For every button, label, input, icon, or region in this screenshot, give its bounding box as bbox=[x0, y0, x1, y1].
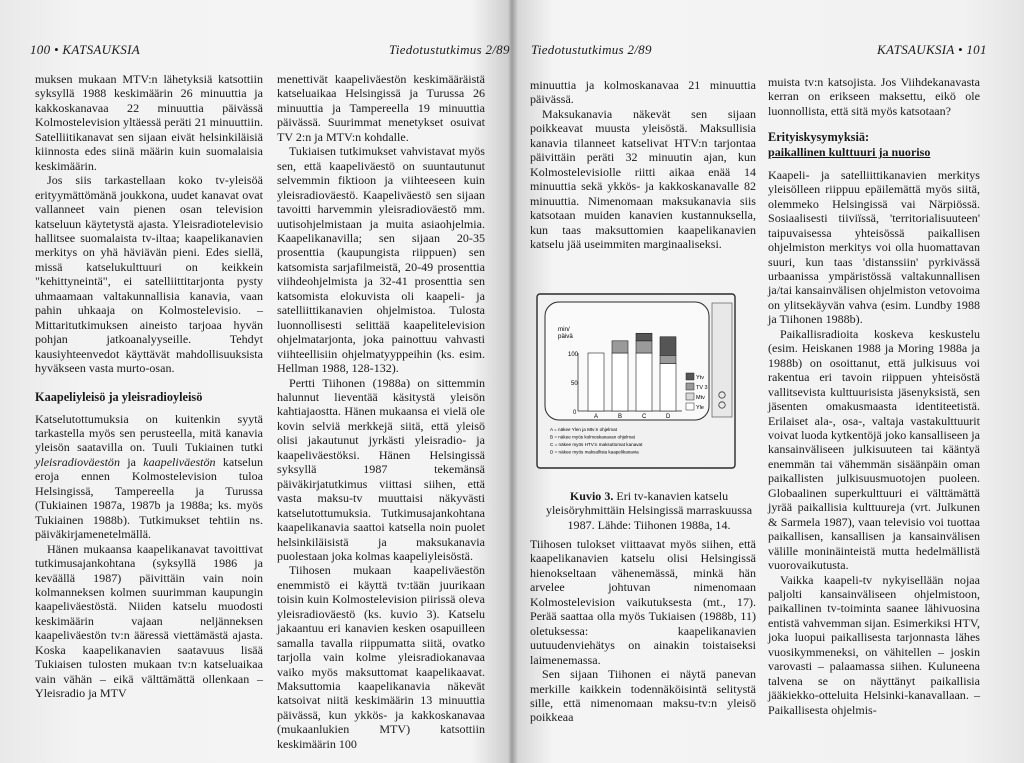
bar-segment-ytv bbox=[660, 337, 676, 356]
bar-segment-ytv bbox=[636, 333, 652, 341]
figure-note: B = näkee myös kolmoskanavan ohjelmat bbox=[550, 434, 635, 440]
left-page-journal-header: Tiedotustutkimus 2/89 bbox=[389, 42, 510, 57]
bar-segment-yle bbox=[660, 363, 676, 411]
paragraph: muista tv:n katsojista. Jos Viihdekanavasta kerran on erikseen maksettu, eikö ole luonnollista, että sitä myös katsotaan? bbox=[768, 75, 980, 118]
paragraph: Tiihosen mukaan kaapeliväestön enemmistö ei käyttä tv:tään juurikaan toisin kuin Kolmostelevision piirissä oleva yleisradioväestö (ks. kuvio 3). Katselu jakaantuu eri kanavien kesken osapuilleen samalla tavalla riippumatta siitä, ovatko tarjolla vain kolme yleisradiokanavaa vaiko myös maksuttomat kaapelikaavat. Maksuttomia kaapelikanavia näkevät katsoivat niitä keskimäärin 13 minuuttia päivässä, kun ykkös- ja kakkoskanavaa (mukaanlukien MTV) katsottiin keskimäärin 100 bbox=[277, 563, 485, 751]
legend-swatch bbox=[686, 403, 694, 410]
x-tick-label: A bbox=[594, 414, 599, 420]
left-page-header: 100 • KATSAUKSIA bbox=[30, 42, 140, 57]
bar-segment-tv-3 bbox=[660, 355, 676, 363]
subsection-heading: Erityiskysymyksiä: bbox=[768, 130, 870, 145]
paragraph: Jos siis tarkastellaan koko tv-yleisöä erityymättömänä joukkona, uudet kanavat ovat vallanneet vain pienen osan television katseluun käytetystä ajasta. Yleisradiotelevisio hallitsee suomalaista tv-iltaa; kaapelikanavien merkitys on yhä häviävän pieni. Edes siellä, missä katselukulttuuri on keikkein "kehittyneintä", ei satelliittitarjonta pysty uhmaamaan valtakunnallisia kanavia, vaan pahin uhkaaja on Kolmostelevisio. – Mittaritutkimuksen aineisto tarjoaa hyvän pohjan jatkoanalyyseille. Tehdyt kausiyhteenvedot käyttävät mahdollisuuksista hyväkseen vasta murto-osan. bbox=[35, 173, 263, 376]
paragraph: Pertti Tiihonen (1988a) on sittemmin halunnut lieventää käsitystä yleisön kahtiajaostta. Hänen mukaansa ei vielä ole kovin selviä merkkejä siitä, että yleisö olisi jakautunut jyrkästi yleisradio- ja kaapeliväestöksi. Hänen Helsingissä syksyllä 1987 tekemänsä päiväkirjatutkimus viittasi siihen, että vasta maksu-tv muuttaisi näkyvästi katselutottumuksia. Tutkimusajankohtana kaapelikanavia saattoi katsella noin puolet helsinkiläisistä ja maksukanavia puolestaan joka kolmas kaapeliyleisöstä. bbox=[277, 375, 485, 563]
paragraph: Sen sijaan Tiihonen ei näytä panevan merkille kaikkein todennäköisintä selitystä sille, että nimenomaan maksu-tv:n yleisö poikkeaa bbox=[530, 667, 756, 725]
left-column-2 bbox=[277, 72, 485, 751]
right-column-2 bbox=[768, 75, 980, 717]
figure-note: C = näkee myös HTV:n maksuttomat kanavat bbox=[550, 442, 643, 447]
left-page bbox=[0, 0, 508, 763]
bar-segment-yle bbox=[588, 353, 604, 411]
paragraph: Katselutottumuksia on kuitenkin syytä tarkastella myös sen perusteella, mitä kanavia yleisön saatavilla on. Tuuli Tukiainen tutki yleisradioväestön ja kaapeliväestön katselun eroja ennen Kolmostelevision tuloa Helsingissä, Tampereella ja Turussa (Tukiainen 1987a, 1987b ja 1988a; ks. myös Tukiainen 1988b). Tutkimukset tehtiin ns. päiväkirjamenetelmällä. bbox=[35, 411, 263, 542]
right-page-journal-header: Tiedotustutkimus 2/89 bbox=[531, 42, 652, 57]
tv-control-panel bbox=[712, 303, 732, 417]
legend-label: Yle bbox=[696, 405, 704, 411]
x-tick-label: C bbox=[642, 414, 647, 420]
x-tick-label: B bbox=[618, 414, 623, 420]
paragraph: muksen mukaan MTV:n lähetyksiä katsottiin syksyllä 1988 keskimäärin 26 minuuttia ja kakkoskanavaa 22 minuuttia päivässä Kolmostelevision yltäessä peräti 21 minuuttiin. Satelliitikanavat sen sijaan eivät helsinkiläisiä kiinnosta edes siinä määrin kuin suomalaisia keskimäärin. bbox=[35, 72, 263, 173]
bar-segment-yle bbox=[612, 353, 628, 411]
y-axis-label: min/ päivä bbox=[558, 326, 573, 340]
legend-swatch bbox=[686, 383, 694, 390]
paragraph: Maksukanavia näkevät sen sijaan poikkeavat muusta yleisöstä. Maksullisia kanavia tilanneet katselivat HTV:n tarjontaa päivittäin peräti 32 minuutin ajan, kun Kolmostelevisiolle riitti aikaa enää 14 minuuttia sekä ykkös- ja kakkoskanavalle 82 minuuttia. Nimenomaan maksukanavia siis katsotaan muiden kanavien kustannuksella, kun taas maksuttomien kaapelikanavien katselu jää useimmiten marginaaliseksi. bbox=[530, 106, 756, 251]
legend-label: TV 3 bbox=[696, 385, 708, 391]
bar-segment-tv-3 bbox=[612, 341, 628, 353]
legend-swatch bbox=[686, 393, 694, 400]
paragraph: minuuttia ja kolmoskanavaa 21 minuuttia päivässä. bbox=[530, 78, 756, 107]
bar-segment-yle bbox=[636, 353, 652, 411]
paragraph: Paikallisradioita koskeva keskustelu (esim. Heiskanen 1988 ja Moring 1988a ja 1988b) on osoittanut, että julkisuus voi rakentua eri tavoin riippuen yhteisöstä vallitsevista kulttuurisista jäsenyksistä, sen jäsenten omakusmaasta identiteetistä. Erilaiset ala-, osa-, valtaja vastakulttuurit voivat luoda kytkentöjä joko kansalliseen ja kansainväliseen julkisuuteen tai kääntyä enemmän tai vähemmän sisäänpäin oman paikallisten julkisuusmuotojen puoleen. Globaalinen superkulttuuri ei välttämättä jyrää paikallisia kulttuureja (vrt. Julkunen & Sarmela 1987), vaan televisio voi tuottaa paikallisen, kansallisen ja kansainvälisen välille moninäinteistä mutta hedelmällistä vuorovaikutusta. bbox=[768, 326, 980, 573]
y-tick-label: 0 bbox=[573, 410, 577, 416]
paragraph: menettivät kaapeliväestön keskimääräistä katseluaikaa Helsingissä ja Turussa 26 minuuttia ja Tampereella 19 minuuttia päivässä. Suurimmat menetykset osuivat TV 2:n ja MTV:n kohdalle. bbox=[277, 72, 485, 144]
legend-label: Ytv bbox=[696, 375, 704, 381]
left-column-1 bbox=[35, 72, 263, 701]
legend-label: Mtv bbox=[696, 395, 705, 401]
paragraph: Tukiaisen tutkimukset vahvistavat myös sen, että kaapeliväestö on suuntautunut selvemmin fiktioon ja viihteeseen kuin yleisradioväestö. Kaapeliväestö sen sijaan tavoitti harvemmin yleisradioväestö mm. uutisohjelmistaan ja muita asiaohjelmia. Kaapelikanavilla; sen sijaan 20-35 prosenttia (kaupungista riippuen) sen katsomista sarjafilmeistä, 20-49 prosenttia viihdeohjelmista ja 32-41 prosenttia sen katsomista elokuvista oli kaapeli- ja satelliittikanavien ohjelmistoa. Tulosta luonnollisesti selittää kaapelitelevision ohjelmatarjonta, joka painottuu vahvasti viihteellisiin ohjelmatyyppeihin (ks. esim. Hellman 1988, 128-132). bbox=[277, 144, 485, 376]
subsection-subheading: paikallinen kulttuuri ja nuoriso bbox=[768, 145, 931, 160]
legend-swatch bbox=[686, 373, 694, 380]
y-tick-label: 100 bbox=[568, 352, 579, 358]
paragraph: Hänen mukaansa kaapelikanavat tavoittivat tutkimusajankohtana (syksyllä 1986 ja keväällä 1987) päivittäin vain noin kolmanneksen kolmen suurimman kaupungin kaapeliväestöstä. Niiden katselu muodosti keskimäärin vajaan neljänneksen kaapeliväestön tv:n ääressä viettämästä ajasta. Koska kaapelikanavien saatavuus lisää Tukiaisen tulosten mukaan tv:n katseluaikaa vain vähän – eikä välttämättä ollenkaan – Yleisradio ja MTV bbox=[35, 541, 263, 701]
x-tick-label: D bbox=[666, 414, 671, 420]
right-column-1-continued bbox=[530, 537, 756, 725]
figure-note: A = näkee Ylen ja Mtv:n ohjelmat bbox=[550, 427, 617, 432]
paragraph: Vaikka kaapeli-tv nykyisellään nojaa paljolti kansainväliseen ohjelmistoon, paikallinen tv-toiminta saanee lähivuosina entistä vahvemman sijan. Esimerkiksi HTV, joka luopui paikallisesta tarjonnasta lähes vuosikymmeneksi, on vähitellen – joskin varovasti – palaamassa siihen. Kuluneena talvena se on näyttänyt paikallisia jääkiekko-otteluita Helsinki-kanavallaan. – Paikallisesta ohjelmis- bbox=[768, 572, 980, 717]
right-page-header: KATSAUKSIA • 101 bbox=[877, 42, 987, 57]
figure-note: D = näkee myös maksullisia kaapelikanavia bbox=[550, 449, 639, 455]
figure-caption: Kuvio 3. Eri tv-kanavien katselu yleisöryhmittäin Helsingissä marraskuussa 1987. Lähde: Tiihonen 1988a, 14. bbox=[545, 489, 753, 532]
section-heading: Kaapeliyleisö ja yleisradioyleisö bbox=[35, 389, 203, 404]
right-column-1 bbox=[530, 78, 756, 251]
bar-segment-tv-3 bbox=[636, 341, 652, 353]
figure-3-chart bbox=[536, 293, 736, 469]
paragraph: Tiihosen tulokset viittaavat myös siihen, että kaapelikanavien katselu olisi Helsingissä hienokseltaan vähenemässä, minkä hän arvelee johtuvan nimenomaan Kolmostelevision vaikutuksesta (mt., 17). Perää saattaa olla myös Tukiaisen (1988b, 11) oletuksessa: kaapelikanavien uutuudenviehätys on ainakin toistaiseksi laimenemassa. bbox=[530, 537, 756, 667]
paragraph: Kaapeli- ja satelliittikanavien merkitys yleisölleen riippuu epäilemättä myös siitä, olemmeko Helsingissä vai Närpiössä. Sosiaalisesti tiiviïssä, 'territorialisuuteen' taipuvaisessa yhteisössä paikallisen ohjelmiston merkitys voi olla huomattavan suuri, kun taas 'distanssiin' pyrkivässä urbaanissa ympäristössä valtakunnallisen ja/tai kansainvälisen ohjelmiston vetovoima on ylitsekäyvän vahva (esim. Lundby 1988 ja Tiihonen 1988b). bbox=[768, 167, 980, 327]
y-tick-label: 50 bbox=[571, 381, 578, 387]
